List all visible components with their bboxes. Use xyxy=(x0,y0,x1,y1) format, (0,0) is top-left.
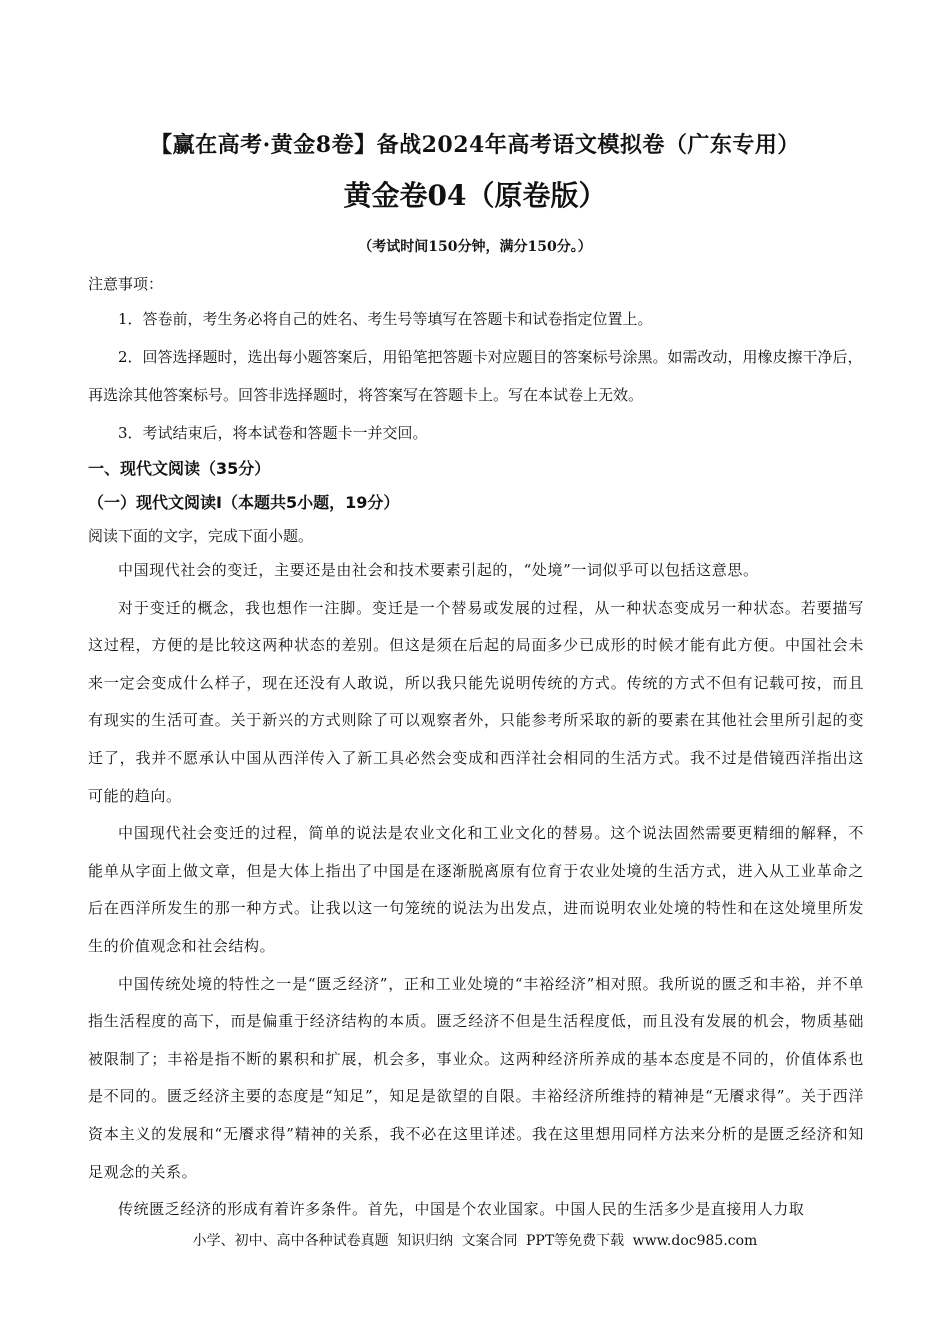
subsection-heading: （一）现代文阅读Ⅰ（本题共5小题，19分） xyxy=(88,493,400,512)
passage-paragraph-4: 中国传统处境的特性之一是“匮乏经济”，正和工业处境的“丰裕经济”相对照。我所说的匮乏和丰裕，并不单指生活程度的高下，而是偏重于经济结构的本质。匮乏经济不但是生活程度低，而且没有发展的机会，物质基础被限制了；丰裕是指不断的累积和扩展，机会多，事业众。这两种经济所养成的基本态度是不同的，价值体系也是不同的。匮乏经济主要的态度是“知足”，知足是欲望的自限。丰裕经济所维持的精神是“无餍求得”。关于西洋资本主义的发展和“无餍求得”精神的关系，我不必在这里详述。我在这里想用同样方法来分析的是匮乏经济和知足观念的关系。 xyxy=(88,974,864,1181)
notice-item-2: 2．回答选择题时，选出每小题答案后，用铅笔把答题卡对应题目的答案标号涂黑。如需改动，用橡皮擦干净后，再选涂其他答案标号。回答非选择题时，将答案写在答题卡上。写在本试卷上无效。 xyxy=(88,348,863,404)
document-title: 【赢在高考·黄金8卷】备战2024年高考语文模拟卷（广东专用） xyxy=(150,132,800,158)
passage-paragraph-2: 对于变迁的概念，我也想作一注脚。变迁是一个替易或发展的过程，从一种状态变成另一种状态。若要描写这过程，方便的是比较这两种状态的差别。但这是须在后起的局面多少已成形的时候才能有此方便。中国社会未来一定会变成什么样子，现在还没有人敢说，所以我只能先说明传统的方式。传统的方式不但有记载可按，而且有现实的生活可查。关于新兴的方式则除了可以观察者外，只能参考所采取的新的要素在其他社会里所引起的变迁了，我并不愿承认中国从西洋传入了新工具必然会变成和西洋社会相同的生活方式。我不过是借镜西洋指出这可能的趋向。 xyxy=(88,598,864,805)
notice-label: 注意事项： xyxy=(88,275,164,293)
notice-item-3: 3．考试结束后，将本试卷和答题卡一并交回。 xyxy=(118,424,428,442)
passage-paragraph-1: 中国现代社会的变迁，主要还是由社会和技术要素引起的，“处境”一词似乎可以包括这意思。 xyxy=(118,561,759,579)
passage-paragraph-5: 传统匮乏经济的形成有着许多条件。首先，中国是个农业国家。中国人民的生活多少是直接用人力取 xyxy=(118,1200,805,1219)
document-body xyxy=(88,268,864,1229)
section-heading: 一、现代文阅读（35分） xyxy=(88,459,271,478)
reading-instruction: 阅读下面的文字，完成下面小题。 xyxy=(88,527,314,545)
document-subtitle: 黄金卷04（原卷版） xyxy=(343,179,607,212)
notice-item-1: 1．答卷前，考生务必将自己的姓名、考生号等填写在答题卡和试卷指定位置上。 xyxy=(118,310,653,328)
page-footer: 小学、初中、高中各种试卷真题 知识归纳 文案合同 PPT等免费下载 www.doc985.com xyxy=(192,1233,758,1249)
exam-time-note: （考试时间150分钟，满分150分。） xyxy=(358,239,592,255)
passage-paragraph-3: 中国现代社会变迁的过程，简单的说法是农业文化和工业文化的替易。这个说法固然需要更精细的解释，不能单从字面上做文章，但是大体上指出了中国是在逐渐脱离原有位育于农业处境的生活方式，进入从工业革命之后在西洋所发生的那一种方式。让我以这一句笼统的说法为出发点，进而说明农业处境的特性和在这处境里所发生的价值观念和社会结构。 xyxy=(88,824,864,955)
